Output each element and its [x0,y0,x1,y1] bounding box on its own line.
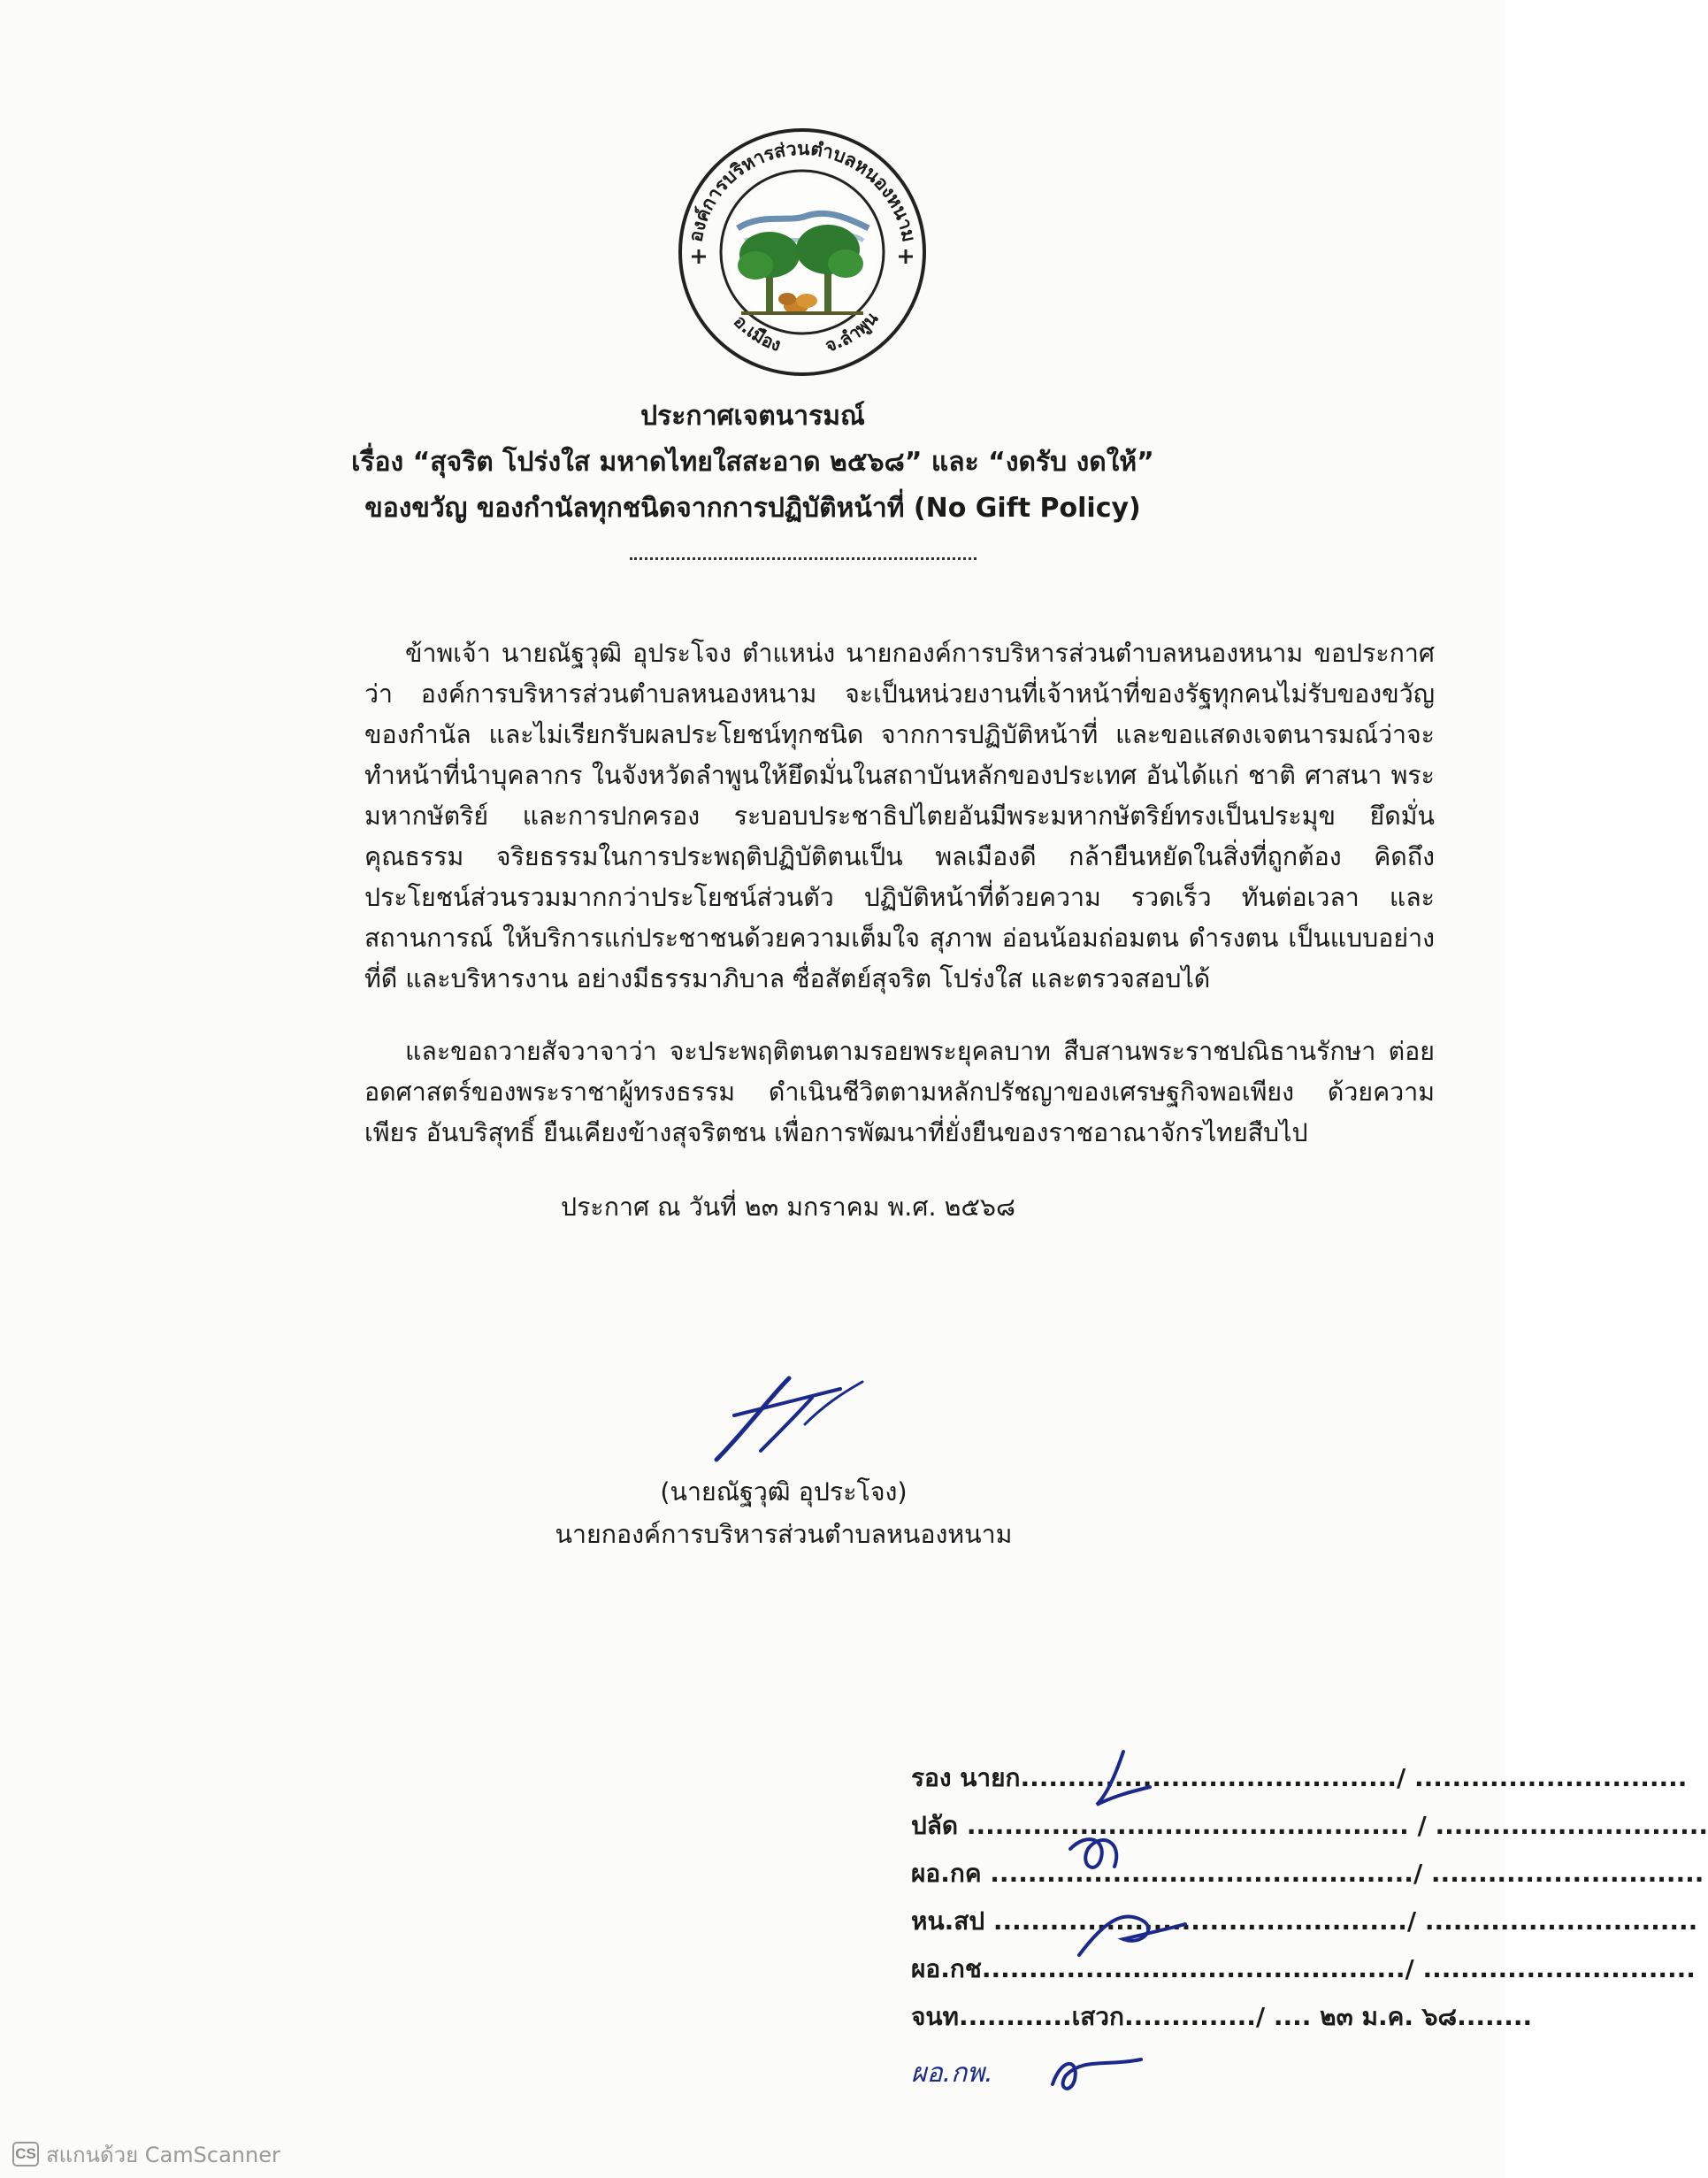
handwritten-signature [708,1362,885,1486]
seal-bottom-right-text: จ.ลำพูน [822,307,883,357]
signer-title: นายกองค์การบริหารส่วนตำบลหนองหนาม [555,1520,1013,1549]
organization-seal [674,124,931,380]
dotted-divider [630,557,977,560]
camscanner-icon: CS [12,2142,39,2166]
routing-row-officer: จนท............เสวก............../ .... ๒๓ ม.ค. ๖๘........ [911,2002,1533,2031]
routing-row-deputy: รอง นายก......................................../ ............................. [911,1763,1688,1792]
announcement-heading: ประกาศเจตนารมณ์ [640,401,865,432]
seal-top-text: องค์การบริหารส่วนตำบลหนองหนาม [685,137,920,244]
camscanner-text: สแกนด้วย CamScanner [46,2142,280,2167]
announcement-subject-continued: ของขวัญ ของกำนัลทุกชนิดจากการปฏิบัติหน้าที่ (No Gift Policy) [364,493,1141,524]
camscanner-watermark [12,2139,280,2169]
seal-emblem [727,177,877,327]
routing-row-finance: ผอ.กค ............................................./ ............................. [911,1859,1704,1888]
routing-note-initial [1044,2040,1150,2102]
signer-name: (นายณัฐวุฒิ อุประโจง) [660,1477,908,1507]
announcement-date: ประกาศ ณ วันที่ ๒๓ มกราคม พ.ศ. ๒๕๖๘ [560,1193,1016,1222]
seal-bottom-left-text: อ.เมือง [729,311,785,356]
routing-initials [1053,1743,1194,1973]
routing-block [911,1754,1708,2041]
body-paragraph-1: ข้าพเจ้า นายณัฐวุฒิ อุประโจง ตำแหน่ง นายกองค์การบริหารส่วนตำบลหนองหนาม ขอประกาศว่า องค์การบริหารส่วนตำบลหนองหนาม จะเป็นหน่วยงานที่เจ้าหน้าที่ของรัฐทุกคนไม่รับของขวัญ ของกำนัล และไม่เรียกรับผลประโยชน์ทุกชนิด จากการปฏิบัติหน้าที่ และขอแสดงเจตนารมณ์ว่าจะทำหน้าที่นำบุคลากร ในจังหวัดลำพูนให้ยึดมั่นในสถาบันหลักของประเทศ อันได้แก่ ชาติ ศาสนา พระมหากษัตริย์ และการปกครอง ระบอบประชาธิปไตยอันมีพระมหากษัตริย์ทรงเป็นประมุข ยึดมั่นคุณธรรม จริยธรรมในการประพฤติปฏิบัติตนเป็น พลเมืองดี กล้ายืนหยัดในสิ่งที่ถูกต้อง คิดถึงประโยชน์ส่วนรวมมากกว่าประโยชน์ส่วนตัว ปฏิบัติหน้าที่ด้วยความ รวดเร็ว ทันต่อเวลา และสถานการณ์ ให้บริการแก่ประชาชนด้วยความเต็มใจ สุภาพ อ่อนน้อมถ่อมตน ดำรงตน เป็นแบบอย่างที่ดี และบริหารงาน อย่างมีธรรมาภิบาล ซื่อสัตย์สุจริต โปร่งใส และตรวจสอบได้ [364,639,1435,993]
routing-note-text: ผอ.กพ. [911,2058,993,2089]
routing-note [911,2035,1194,2114]
routing-row-office-head: หน.สป ............................................/ ............................. [911,1906,1698,1936]
routing-row-palad: ปลัด ............................................... / ............................. [911,1811,1708,1840]
routing-row-engineering: ผอ.กช............................................./ ............................. [911,1954,1696,1983]
body-paragraph-2: และขอถวายสัจวาจาว่า จะประพฤติตนตามรอยพระยุคลบาท สืบสานพระราชปณิธานรักษา ต่อยอดศาสตร์ของพระราชาผู้ทรงธรรม ดำเนินชีวิตตามหลักปรัชญาของเศรษฐกิจพอเพียง ด้วยความเพียร อันบริสุทธิ์ ยืนเคียงข้างสุจริตชน เพื่อการพัฒนาที่ยั่งยืนของราชอาณาจักรไทยสืบไป [364,1037,1435,1147]
announcement-subject: เรื่อง “สุจริต โปร่งใส มหาดไทยใสสะอาด ๒๕๖๘” และ “งดรับ งดให้” [351,447,1154,478]
